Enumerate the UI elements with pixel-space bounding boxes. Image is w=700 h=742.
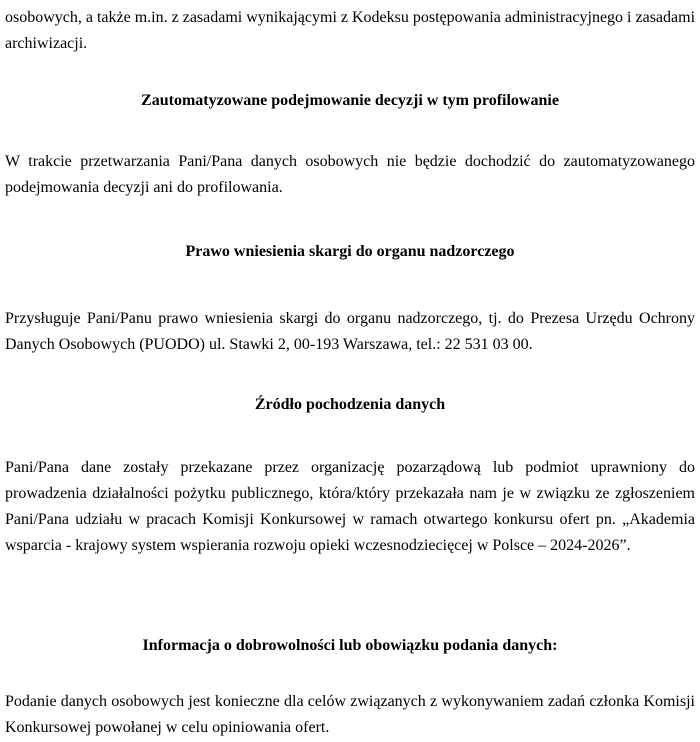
paragraph-complaint-right: Przysługuje Pani/Panu prawo wniesienia skargi do organu nadzorczego, tj. do Prezesa Urzędu Ochrony Danych Osobowych (PUODO) ul. Stawki 2, 00-193 Warszawa, tel.: 22 531 03 00. <box>5 310 695 353</box>
paragraph-automated-decisions: W trakcie przetwarzania Pani/Pana danych osobowych nie będzie dochodzić do zautomatyzowanego podejmowania decyzji ani do profilowania. <box>5 153 695 196</box>
paragraph-archiving-rules: osobowych, a także m.in. z zasadami wynikającymi z Kodeksu postępowania administracyjnego i zasadami archiwizacji. <box>5 9 696 52</box>
heading-data-obligation: Informacja o dobrowolności lub obowiązku podania danych: <box>142 637 558 654</box>
paragraph-data-source: Pani/Pana dane zostały przekazane przez organizację pozarządową lub podmiot uprawniony do prowadzenia działalności pożytku publicznego, która/który przekazała nam je w związku ze zgłoszeniem Pani/Pana udziału w pracach Komisji Konkursowej w ramach otwartego konkursu ofert pn. „Akademia wsparcia - krajowy system wspierania rozwoju opieki wczesnodziecięcej w Polsce – 2024-2026”. <box>5 459 695 554</box>
heading-complaint-right: Prawo wniesienia skargi do organu nadzorczego <box>185 243 515 260</box>
paragraph-data-obligation: Podanie danych osobowych jest konieczne dla celów związanych z wykonywaniem zadań członka Komisji Konkursowej powołanej w celu opiniowania ofert. <box>5 693 695 736</box>
heading-data-source: Źródło pochodzenia danych <box>254 396 446 413</box>
heading-automated-decisions: Zautomatyzowane podejmowanie decyzji w tym profilowanie <box>141 92 559 109</box>
